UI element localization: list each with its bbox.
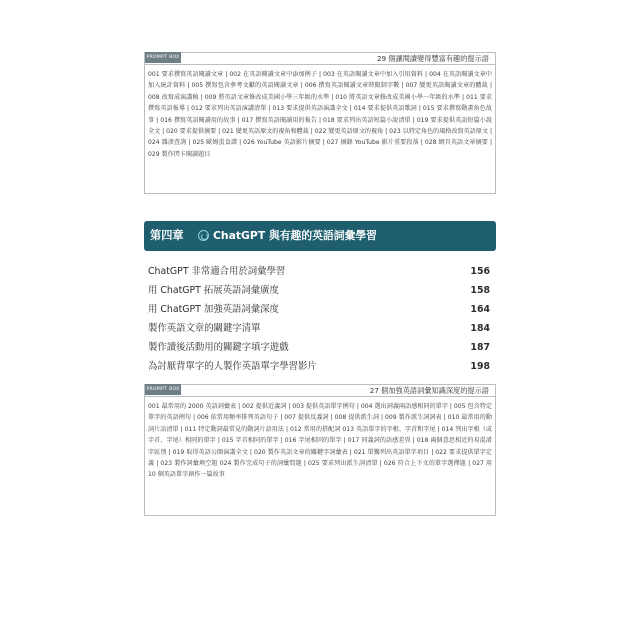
chatgpt-logo-icon <box>198 230 209 241</box>
toc-entry[interactable] <box>148 263 492 282</box>
toc-entry[interactable] <box>148 358 492 377</box>
chapter-number: 第四章 <box>150 229 184 242</box>
prompt-box-body: 001 要求撰寫英語閱讀文章 | 002 在英語閱讀文章中添加例子 | 003 在英語閱讀文章中加入引用資料 | 004 在英語閱讀文章中加入統計資料 | 005 撰寫包含參考文獻的英語閱讀文章 | 006 撰寫英語閱讀文章時限制字數 | 007 變更英語閱讀文章的體裁 | 008 改寫成演講稿 | 009 將英語文章修改成美國小學三年級的水準 | 010 將英語文章修改成美國小學一年級的水準 | 011 要求撰寫英語報導 | 012 要求列出英語演講清單 | 013 要求提供英語演講全文 | 014 要求提供英語歌詞 | 015 要求撰寫動畫角色故事 | 016 撰寫英語閱讀用的故事 | 017 撰寫英語閱讀用的報告 | 018 要求列出英語短篇小說清單 | 019 要求提供英語短篇小說全文 | 020 要求提供摘要 | 021 變更英語原文的視角和體裁 | 022 變更英語原文的視角 | 023 以特定角色的風格改寫英語原文 | 024 雜湊查詢 | 025 歐姆蛋食譜 | 026 YouTube 英語影片摘要 | 027 摘錄 YouTube 影片重要段落 | 028 網頁英語文章摘要 | 029 製作閃卡閱讀題目 <box>148 71 493 158</box>
prompt-box-2 <box>144 384 496 516</box>
prompt-box-divider <box>145 64 495 65</box>
toc-entry-page: 156 <box>470 266 490 277</box>
chapter-banner <box>144 221 496 251</box>
toc-entry-page: 164 <box>470 304 490 315</box>
toc-entry-title: 為討厭背單字的人製作英語單字學習影片 <box>148 361 317 372</box>
toc-entry[interactable] <box>148 301 492 320</box>
prompt-box-tab: PROMPT BOX <box>145 52 181 63</box>
toc-entry[interactable] <box>148 320 492 339</box>
table-of-contents <box>148 263 492 377</box>
toc-entry-title: 製作英語文章的關鍵字清單 <box>148 323 261 334</box>
toc-entry-page: 158 <box>470 285 490 296</box>
toc-entry-title: 製作讀後活動用的關鍵字填字遊戲 <box>148 342 289 353</box>
prompt-box-title: 27 個加強英語詞彙知識深度的提示語 <box>369 386 489 395</box>
toc-entry-title: 用 ChatGPT 加強英語詞彙深度 <box>148 304 279 315</box>
prompt-box-tab: PROMPT BOX <box>145 384 181 395</box>
toc-entry[interactable] <box>148 339 492 358</box>
prompt-box-title: 29 個讓閱讀變得豐富有趣的提示語 <box>376 54 489 63</box>
chapter-title: ChatGPT 與有趣的英語詞彙學習 <box>213 229 377 242</box>
toc-entry-page: 184 <box>470 323 490 334</box>
prompt-box-body: 001 最常用的 2000 英語詞彙表 | 002 提供近義詞 | 003 提供英語單字例句 | 004 選出詞義兩語感相同的單字 | 005 包含特定單字的英語例句 | 006 依常用頻率排列英語句子 | 007 提供反義詞 | 008 提供派生詞 | 009 製作派生詞詞表 | 010 最常用的動詞片語清單 | 011 特定動詞最常見的動詞片語用法 | 012 常用的搭配詞 013 英語單字的字根、字首和字尾 | 014 列出字根（或字首、字尾）相同的單字 | 015 字首相同的單字 | 016 字尾相同的單字 | 017 同義詞的語感差異 | 018 兩個意思相近的易混淆字區別 | 019 取得英語公開演講全文 | 020 製作英語文章的關鍵字詞彙表 | 021 單獨列出英語單字項目 | 022 要求提供單字定義 | 023 製作詞彙填空題 024 製作完成句子的詞彙問題 | 025 要求列出派生詞清單 | 026 符合上下文的單字選擇題 | 027 用 10 個英語單字創作一篇故事 <box>148 403 492 479</box>
toc-entry[interactable] <box>148 282 492 301</box>
prompt-box-1 <box>144 52 496 194</box>
toc-entry-title: ChatGPT 非常適合用於詞彙學習 <box>148 266 286 277</box>
prompt-box-divider <box>145 396 495 397</box>
toc-entry-page: 187 <box>470 342 490 353</box>
toc-entry-page: 198 <box>470 361 490 372</box>
toc-entry-title: 用 ChatGPT 拓展英語詞彙廣度 <box>148 285 279 296</box>
